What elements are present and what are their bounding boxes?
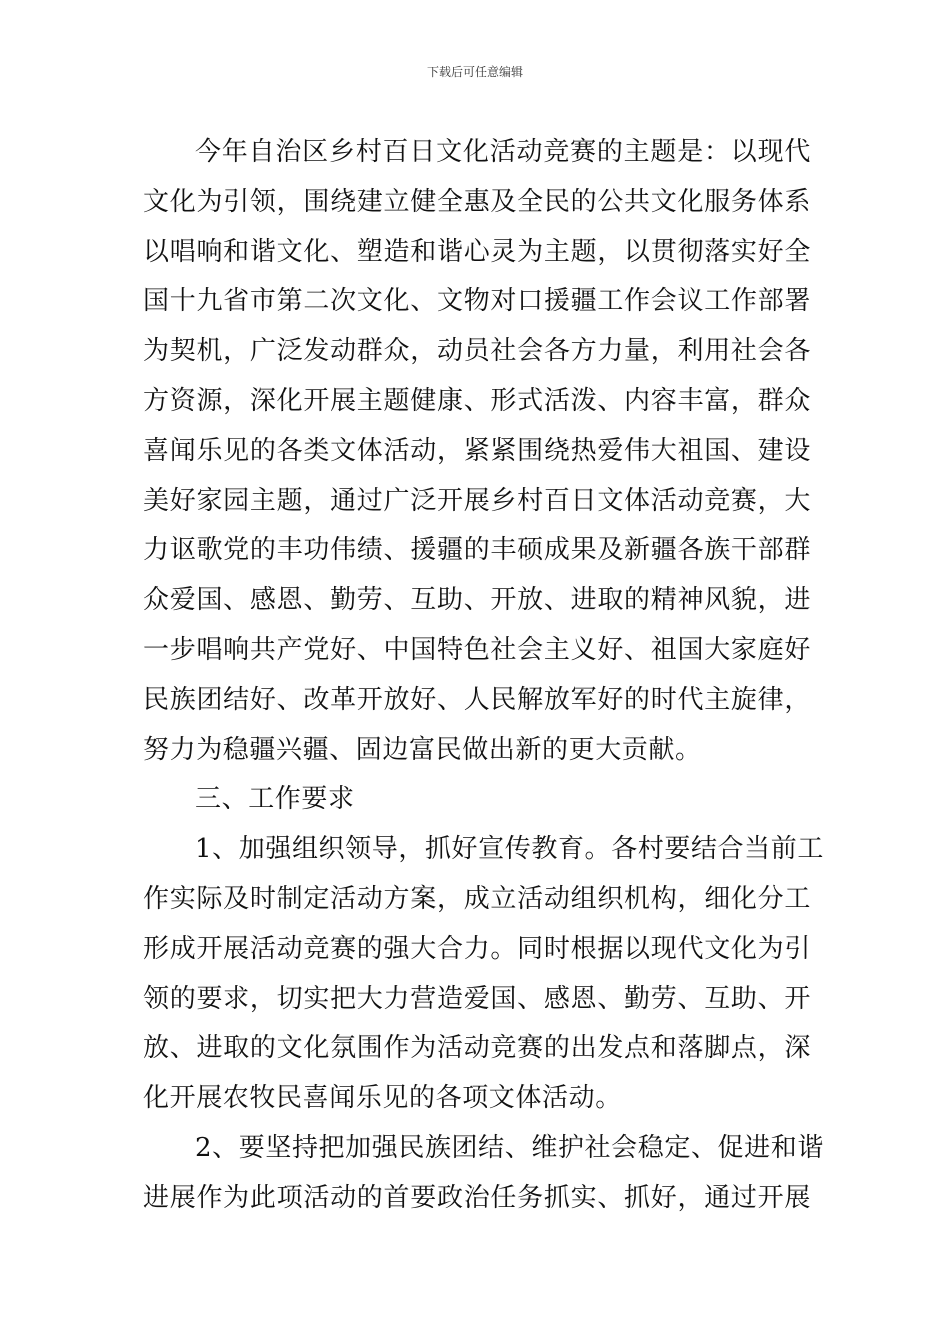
text-line: 为契机，广泛发动群众，动员社会各方力量，利用社会各	[143, 336, 811, 367]
text-line: 方资源，深化开展主题健康、形式活泼、内容丰富，群众	[143, 385, 811, 416]
text-line: 力讴歌党的丰功伟绩、援疆的丰硕成果及新疆各族干部群	[143, 535, 811, 566]
text-line: 今年自治区乡村百日文化活动竞赛的主题是：以现代	[195, 137, 811, 167]
text-line: 国十九省市第二次文化、文物对口援疆工作会议工作部署	[143, 286, 811, 317]
text-line: 一步唱响共产党好、中国特色社会主义好、祖国大家庭好	[143, 634, 811, 665]
text-line: 喜闻乐见的各类文体活动，紧紧围绕热爱伟大祖国、建设	[143, 435, 811, 466]
text-line: 2、要坚持把加强民族团结、维护社会稳定、促进和谐	[195, 1132, 824, 1163]
text-line: 以唱响和谐文化、塑造和谐心灵为主题，以贯彻落实好全	[143, 236, 811, 267]
text-line: 努力为稳疆兴疆、固边富民做出新的更大贡献。	[143, 734, 702, 765]
text-line: 众爱国、感恩、勤劳、互助、开放、进取的精神风貌，进	[143, 585, 811, 616]
section-heading: 三、工作要求	[195, 784, 355, 815]
text-line: 化开展农牧民喜闻乐见的各项文体活动。	[143, 1083, 622, 1114]
text-line: 文化为引领，围绕建立健全惠及全民的公共文化服务体系	[143, 186, 811, 217]
text-line: 民族团结好、改革开放好、人民解放军好的时代主旋律，	[143, 684, 811, 715]
text-line: 美好家园主题，通过广泛开展乡村百日文体活动竞赛，大	[143, 485, 811, 516]
text-line: 形成开展活动竞赛的强大合力。同时根据以现代文化为引	[143, 933, 811, 964]
text-line: 1、加强组织领导，抓好宣传教育。各村要结合当前工	[195, 834, 824, 865]
text-line: 领的要求，切实把大力营造爱国、感恩、勤劳、互助、开	[143, 983, 811, 1014]
text-line: 放、进取的文化氛围作为活动竞赛的出发点和落脚点，深	[143, 1033, 811, 1064]
header-note: 下载后可任意编辑	[426, 65, 523, 79]
text-line: 作实际及时制定活动方案，成立活动组织机构，细化分工	[143, 883, 811, 914]
document-body	[143, 128, 824, 1224]
text-line: 进展作为此项活动的首要政治任务抓实、抓好，通过开展	[143, 1182, 811, 1213]
